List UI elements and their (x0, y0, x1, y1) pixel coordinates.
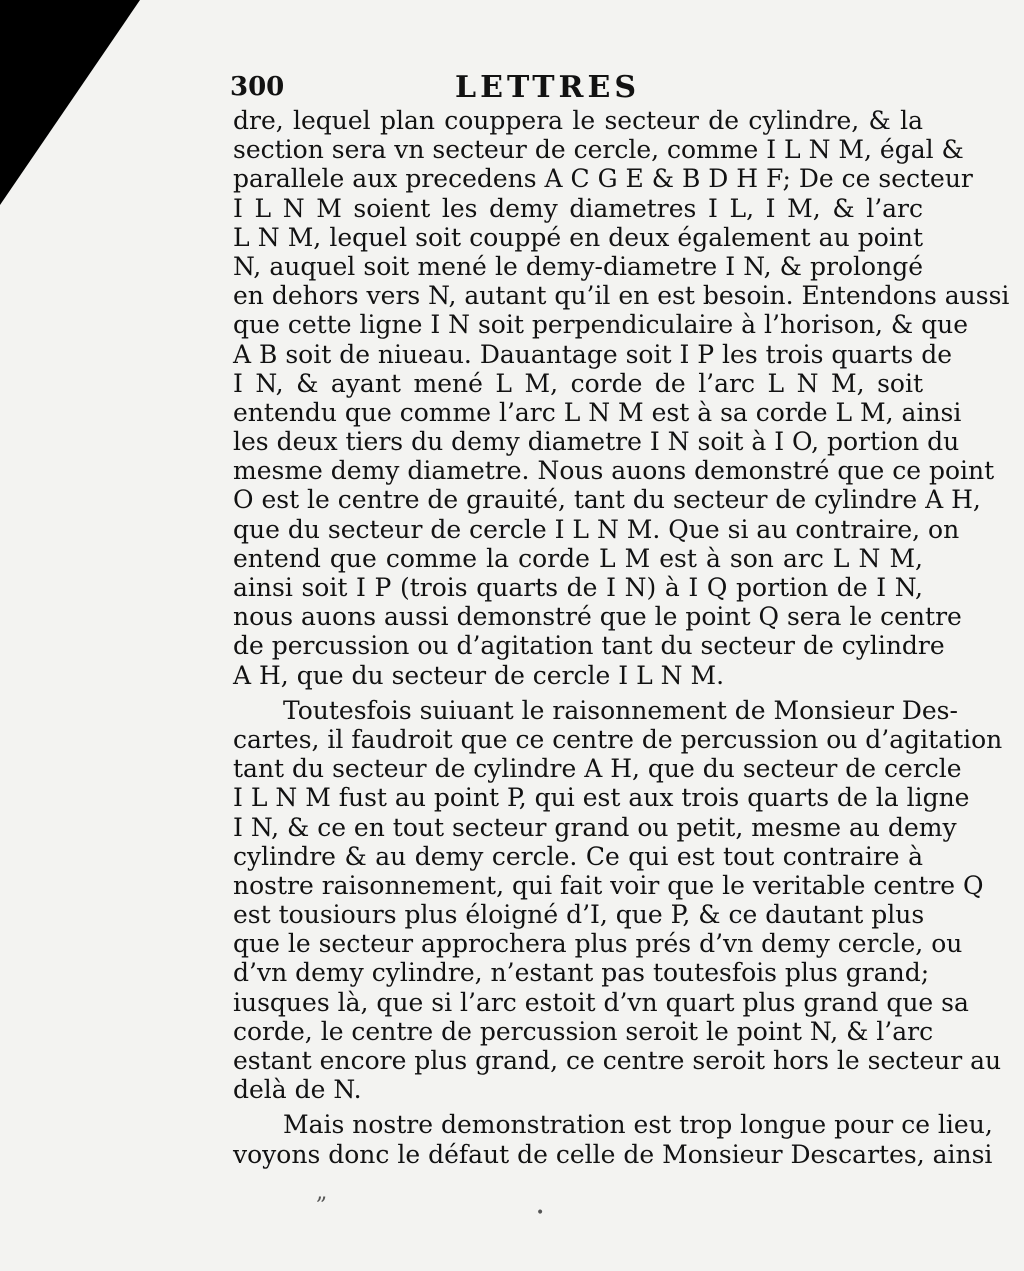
text-line: I N, & ce en tout secteur grand ou petit, mesme au demy (233, 812, 957, 842)
text-line: que du secteur de cercle I L N M. Que si au contraire, on (233, 514, 960, 544)
text-line: d’vn demy cylindre, n’estant pas toutesfois plus grand; (233, 958, 930, 988)
text-line: entend que comme la corde L M est à son arc L N M, (233, 543, 923, 573)
text-line: delà de N. (233, 1075, 362, 1105)
text-line: A B soit de niueau. Dauantage soit I P les trois quarts de (233, 339, 953, 369)
text-line: section sera vn secteur de cercle, comme I L N M, égal & (233, 135, 964, 165)
text-line: mesme demy diametre. Nous auons demonstré que ce point (233, 456, 995, 486)
text-line: voyons donc le défaut de celle de Monsieur Descartes, ainsi (233, 1139, 993, 1169)
text-line: entendu que comme l’arc L N M est à sa corde L M, ainsi (233, 397, 962, 427)
text-line: dre, lequel plan couppera le secteur de cylindre, & la (233, 106, 923, 135)
page-number: 300 (230, 72, 285, 102)
paragraph (233, 1110, 993, 1169)
text-line: est tousiours plus éloigné d’I, que P, & ce dautant plus (233, 900, 925, 930)
text-line: cartes, il faudroit que ce centre de percussion ou d’agitation (233, 724, 1003, 754)
text-line: corde, le centre de percussion seroit le point N, & l’arc (233, 1016, 934, 1046)
text-line: les deux tiers du demy diametre I N soit à I O, portion du (233, 427, 960, 457)
text-line: O est le centre de grauité, tant du secteur de cylindre A H, (233, 485, 981, 515)
text-line: N, auquel soit mené le demy-diametre I N, & prolongé (233, 251, 923, 281)
text-line: parallele aux precedens A C G E & B D H F; De ce secteur (233, 164, 973, 194)
text-line: tant du secteur de cylindre A H, que du secteur de cercle (233, 754, 962, 784)
text-line: nous auons aussi demonstré que le point Q sera le centre (233, 602, 962, 632)
text-line: nostre raisonnement, qui fait voir que le veritable centre Q (233, 870, 984, 900)
text-line: I L N M soient les demy diametres I L, I M, & l’arc (233, 193, 923, 223)
paragraph (233, 106, 1010, 690)
text-line: ainsi soit I P (trois quarts de I N) à I Q portion de I N, (233, 573, 923, 602)
text-line: estant encore plus grand, ce centre seroit hors le secteur au (233, 1046, 1002, 1075)
text-line: en dehors vers N, autant qu’il en est besoin. Entendons aussi (233, 281, 1010, 311)
text-line: que le secteur approchera plus prés d’vn demy cercle, ou (233, 929, 963, 959)
text-line: iusques là, que si l’arc estoit d’vn quart plus grand que sa (233, 987, 969, 1017)
page-header (0, 70, 1024, 106)
text-line: Toutesfois suiuant le raisonnement de Monsieur Des- (283, 695, 958, 725)
ink-dot: • (536, 1205, 545, 1221)
text-line: Mais nostre demonstration est trop longue pour ce lieu, (283, 1110, 993, 1140)
text-line: I L N M fust au point P, qui est aux trois quarts de la ligne (233, 783, 970, 813)
running-head: LETTRES (455, 70, 641, 105)
paragraph (233, 695, 1003, 1105)
text-line: A H, que du secteur de cercle I L N M. (233, 660, 725, 690)
text-line: L N M, lequel soit couppé en deux également au point (233, 222, 923, 252)
text-line: de percussion ou d’agitation tant du secteur de cylindre (233, 631, 945, 661)
text-line: que cette ligne I N soit perpendiculaire à l’horison, & que (233, 310, 969, 340)
text-line: cylindre & au demy cercle. Ce qui est tout contraire à (233, 841, 923, 871)
bleed-through-mark: „ (316, 1180, 328, 1205)
text-line: I N, & ayant mené L M, corde de l’arc L N M, soit (233, 368, 923, 398)
body-text (233, 106, 1010, 1169)
